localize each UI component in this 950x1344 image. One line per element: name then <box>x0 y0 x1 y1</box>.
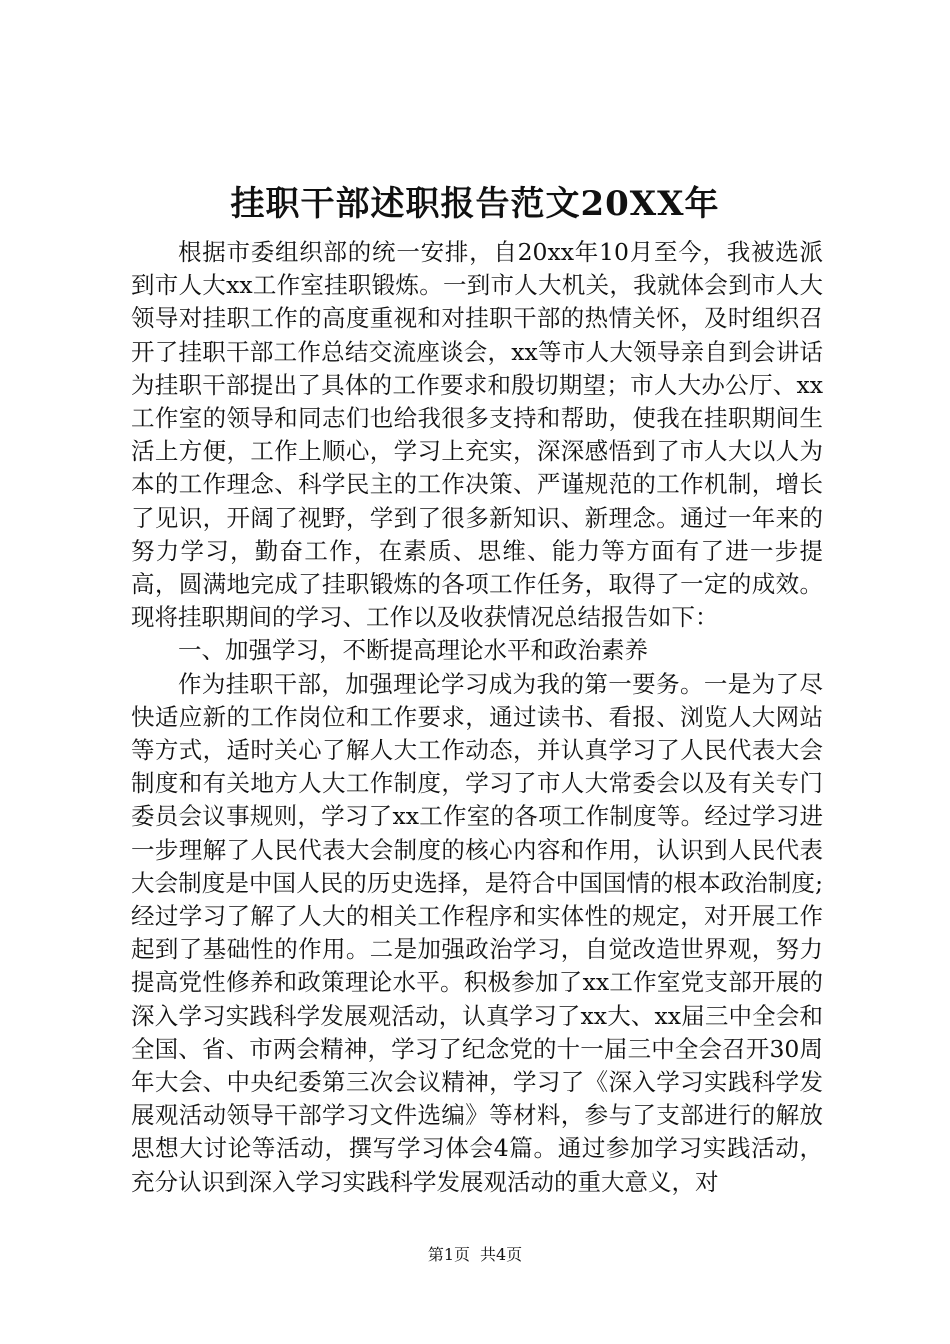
page-total: 共4页 <box>480 1245 523 1264</box>
page-number: 第1页 <box>427 1245 470 1264</box>
paragraph-intro: 根据市委组织部的统一安排，自20xx年10月至今，我被选派到市人大xx工作室挂职锻炼。一到市人大机关，我就体会到市人大领导对挂职工作的高度重视和对挂职干部的热情关怀，及时组织召开了挂职干部工作总结交流座谈会，xx等市人大领导亲自到会讲话为挂职干部提出了具体的工作要求和殷切期望；市人大办公厅、xx工作室的领导和同志们也给我很多支持和帮助，使我在挂职期间生活上方便，工作上顺心，学习上充实，深深感悟到了市人大以人为本的工作理念、科学民主的工作决策、严谨规范的工作机制，增长了见识，开阔了视野，学到了很多新知识、新理念。通过一年来的努力学习，勤奋工作，在素质、思维、能力等方面有了进一步提高，圆满地完成了挂职锻炼的各项工作任务，取得了一定的成效。现将挂职期间的学习、工作以及收获情况总结报告如下： <box>131 238 823 632</box>
document-title: 挂职干部述职报告范文20XX年 <box>230 184 720 224</box>
page-footer <box>0 1244 950 1266</box>
paragraph-section-1: 作为挂职干部，加强理论学习成为我的第一要务。一是为了尽快适应新的工作岗位和工作要求，通过读书、看报、浏览人大网站等方式，适时关心了解人大工作动态，并认真学习了人民代表大会制度和有关地方人大工作制度，学习了市人大常委会以及有关专门委员会议事规则，学习了xx工作室的各项工作制度等。经过学习进一步理解了人民代表大会制度的核心内容和作用，认识到人民代表大会制度是中国人民的历史选择，是符合中国国情的根本政治制度;经过学习了解了人大的相关工作程序和实体性的规定，对开展工作起到了基础性的作用。二是加强政治学习，自觉改造世界观，努力提高党性修养和政策理论水平。积极参加了xx工作室党支部开展的深入学习实践科学发展观活动，认真学习了xx大、xx届三中全会和全国、省、市两会精神，学习了纪念党的十一届三中全会召开30周年大会、中央纪委第三次会议精神，学习了《深入学习实践科学发展观活动领导干部学习文件选编》等材料，参与了支部进行的解放思想大讨论等活动，撰写学习体会4篇。通过参加学习实践活动，充分认识到深入学习实践科学发展观活动的重大意义，对 <box>131 669 823 1196</box>
section-heading-1: 一、加强学习，不断提高理论水平和政治素养 <box>178 636 648 665</box>
document-body <box>131 236 823 1199</box>
